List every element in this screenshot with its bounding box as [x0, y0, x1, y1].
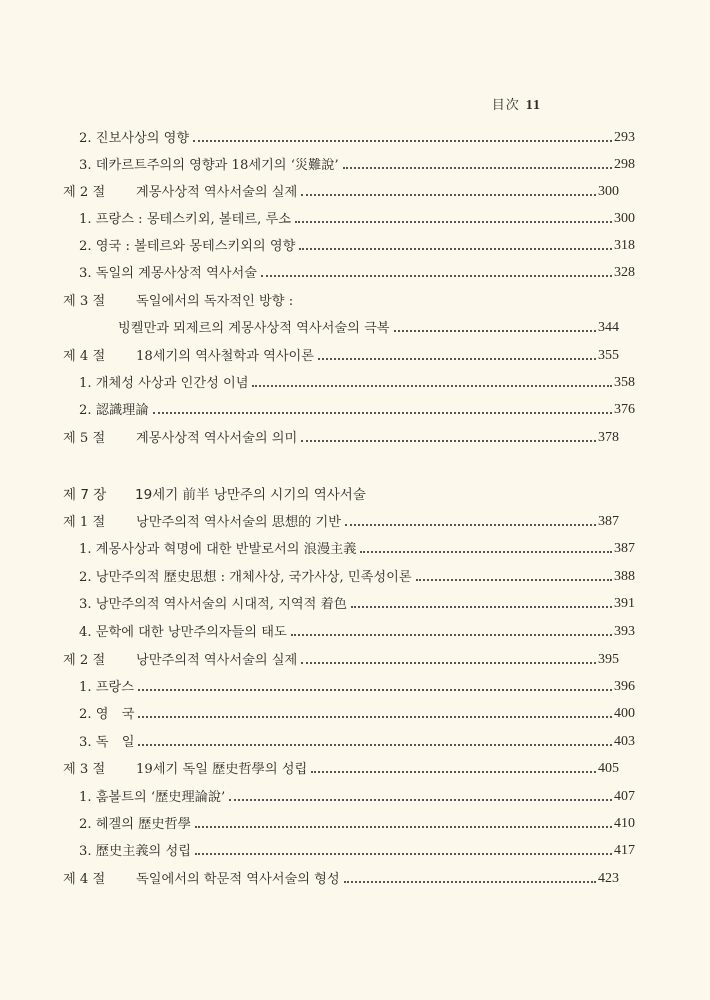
dot-leader	[344, 881, 596, 883]
dot-leader	[252, 385, 612, 387]
dot-leader	[193, 140, 612, 142]
toc-entry	[0, 205, 710, 227]
toc-entry	[0, 314, 694, 336]
entry-title: 3. 歷史主義의 성립	[79, 844, 191, 859]
entry-page: 391	[614, 596, 635, 611]
dot-leader	[394, 330, 596, 332]
toc-entry	[0, 618, 710, 640]
toc-section	[0, 287, 694, 309]
section-number: 제 7 장	[63, 487, 107, 503]
dot-leader	[343, 167, 612, 169]
toc-entry	[0, 673, 710, 695]
toc-section	[0, 424, 694, 446]
dot-leader	[301, 662, 596, 664]
dot-leader	[301, 440, 596, 442]
entry-title: 2. 헤겔의 歷史哲學	[79, 817, 191, 832]
entry-page: 318	[614, 238, 635, 253]
entry-title: 독일에서의 독자적인 방향 :	[136, 294, 294, 309]
toc-entry	[0, 535, 710, 557]
toc-entry	[0, 810, 710, 832]
dot-leader	[345, 524, 596, 526]
page-number: 11	[525, 98, 541, 113]
section-number: 제 5 절	[63, 431, 106, 446]
entry-title: 18세기의 역사철학과 역사이론	[136, 349, 315, 364]
dot-leader	[299, 248, 612, 250]
toc-entry	[0, 837, 710, 859]
section-number: 제 3 절	[63, 762, 106, 777]
entry-page: 400	[614, 706, 635, 721]
entry-page: 396	[614, 679, 635, 694]
section-number: 제 4 절	[63, 872, 106, 887]
dot-leader	[195, 853, 612, 855]
entry-title: 3. 낭만주의적 역사서술의 시대적, 지역적 着色	[79, 597, 347, 612]
toc-entry	[0, 259, 710, 281]
section-number: 제 2 절	[63, 185, 106, 200]
entry-title: 낭만주의적 역사서술의 思想的 기반	[136, 515, 342, 530]
entry-page: 387	[614, 541, 635, 556]
entry-page: 403	[614, 734, 635, 749]
entry-title: 계몽사상적 역사서술의 의미	[136, 431, 298, 446]
entry-title: 1. 훔볼트의 ‘歷史理論說’	[79, 790, 226, 805]
toc-entry	[0, 700, 710, 722]
toc-entry	[0, 124, 710, 146]
dot-leader	[311, 771, 596, 773]
section-number: 제 1 절	[63, 515, 106, 530]
entry-title: 2. 진보사상의 영향	[79, 131, 190, 146]
entry-page: 423	[598, 871, 619, 886]
entry-page: 293	[614, 130, 635, 145]
entry-page: 344	[598, 320, 619, 335]
dot-leader	[416, 579, 612, 581]
toc-entry	[0, 396, 710, 418]
entry-title: 3. 독일의 계몽사상적 역사서술	[79, 266, 258, 281]
dot-leader	[261, 275, 612, 277]
entry-title: 1. 계몽사상과 혁명에 대한 반발로서의 浪漫主義	[79, 542, 357, 557]
entry-title: 1. 프랑스	[79, 680, 134, 695]
entry-page: 298	[614, 157, 635, 172]
entry-page: 300	[614, 211, 635, 226]
entry-page: 328	[614, 265, 635, 280]
dot-leader	[138, 744, 612, 746]
entry-title: 3. 데카르트주의의 영향과 18세기의 ‘災難說’	[79, 158, 339, 173]
entry-page: 355	[598, 348, 619, 363]
dot-leader	[301, 194, 596, 196]
dot-leader	[195, 826, 612, 828]
entry-page: 376	[614, 402, 635, 417]
entry-title: 낭만주의적 역사서술의 실제	[136, 653, 298, 668]
entry-page: 393	[614, 624, 635, 639]
entry-page: 387	[598, 514, 619, 529]
entry-title: 2. 영 국	[79, 707, 135, 722]
header-label: 目次	[491, 98, 520, 113]
toc-entry	[0, 369, 710, 391]
dot-leader	[351, 606, 612, 608]
entry-title: 2. 영국 : 볼테르와 몽테스키외의 영향	[79, 239, 296, 254]
dot-leader	[138, 716, 612, 718]
dot-leader	[360, 551, 612, 553]
entry-title: 19세기 前半 낭만주의 시기의 역사서술	[135, 487, 366, 503]
entry-page: 410	[614, 816, 635, 831]
section-number: 제 4 절	[63, 349, 106, 364]
dot-leader	[295, 221, 612, 223]
toc-section	[0, 178, 694, 200]
toc-entry	[0, 783, 710, 805]
entry-page: 405	[598, 761, 619, 776]
toc-entry	[0, 232, 710, 254]
entry-title: 1. 프랑스 : 몽테스키외, 볼테르, 루소	[79, 212, 291, 227]
toc-entry	[0, 563, 710, 585]
entry-title: 계몽사상적 역사서술의 실제	[136, 185, 298, 200]
entry-title: 2. 認識理論	[79, 403, 149, 418]
entry-title: 빙켈만과 뫼제르의 계몽사상적 역사서술의 극복	[118, 321, 390, 336]
toc-section	[0, 508, 694, 530]
toc-section	[0, 342, 694, 364]
toc-chapter	[0, 481, 694, 503]
entry-page: 407	[614, 789, 635, 804]
toc-entry	[0, 590, 710, 612]
dot-leader	[138, 689, 612, 691]
entry-title: 독일에서의 학문적 역사서술의 형성	[136, 872, 340, 887]
dot-leader	[229, 799, 612, 801]
entry-page: 417	[614, 843, 635, 858]
dot-leader	[291, 634, 612, 636]
toc-section	[0, 646, 694, 668]
section-number: 제 3 절	[63, 294, 106, 309]
section-number: 제 2 절	[63, 653, 106, 668]
toc-section	[0, 755, 694, 777]
dot-leader	[318, 358, 596, 360]
entry-title: 4. 문학에 대한 낭만주의자들의 태도	[79, 625, 287, 640]
entry-title: 19세기 독일 歷史哲學의 성립	[136, 762, 308, 777]
running-header	[492, 94, 541, 114]
toc-entry	[0, 151, 710, 173]
entry-title: 3. 독 일	[79, 735, 135, 750]
entry-title: 2. 낭만주의적 歷史思想 : 개체사상, 국가사상, 민족성이론	[79, 570, 412, 585]
entry-page: 378	[598, 430, 619, 445]
entry-page: 358	[614, 375, 635, 390]
toc-section	[0, 865, 694, 887]
entry-page: 395	[598, 652, 619, 667]
entry-title: 1. 개체성 사상과 인간성 이념	[79, 376, 249, 391]
entry-page: 388	[614, 569, 635, 584]
dot-leader	[153, 412, 612, 414]
toc-entry	[0, 728, 710, 750]
entry-page: 300	[598, 184, 619, 199]
